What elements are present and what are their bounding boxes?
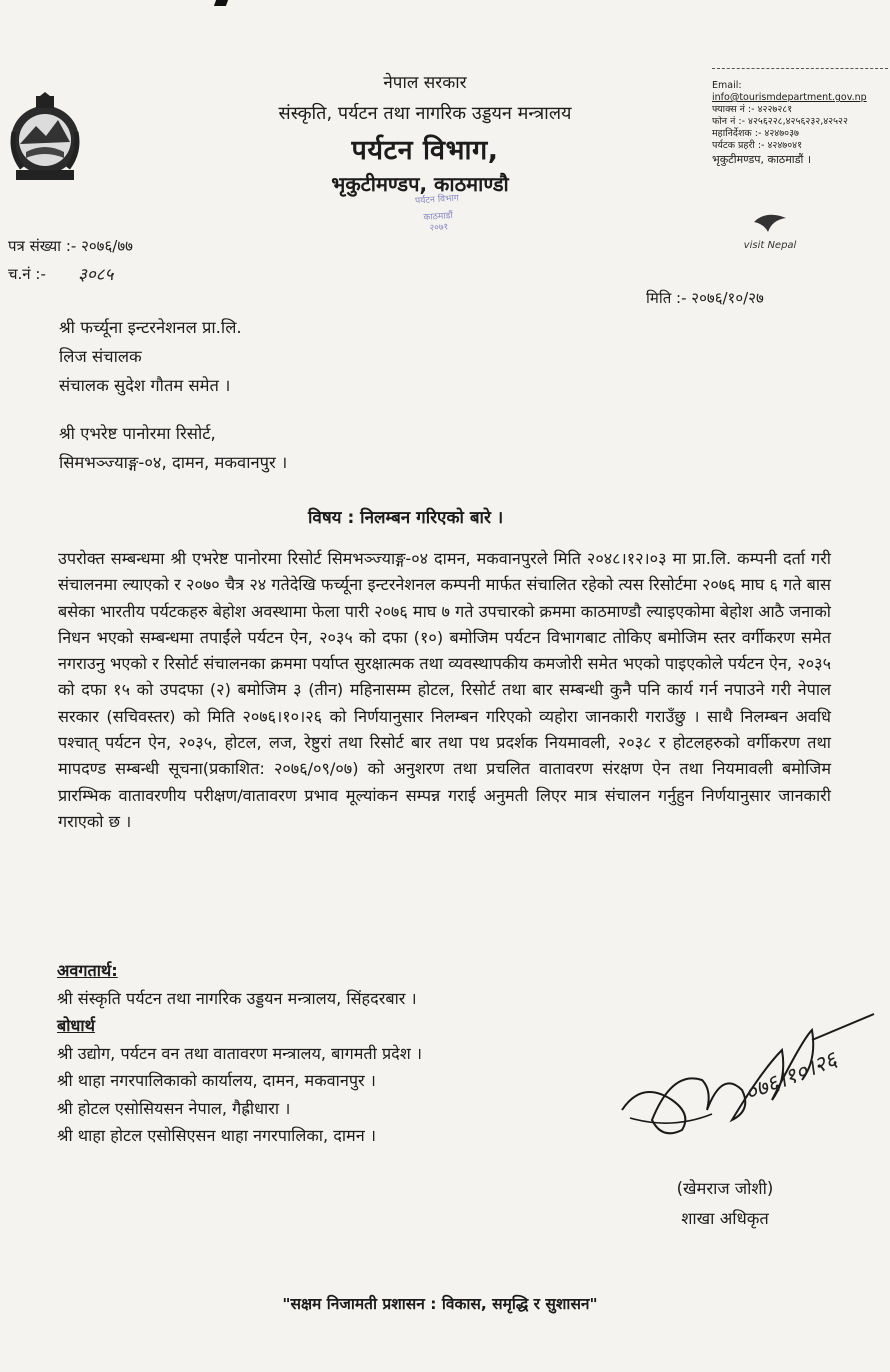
recipient-2-line2: सिमभञ्ज्याङ्ग-०४, दामन, मकवानपुर । (59, 453, 288, 472)
info-title: अवगतार्थ: (57, 961, 118, 980)
reference-number: पत्र संख्या :- २०७६/७७ (8, 237, 133, 255)
phone-line: फोन नं :- ४२५६२२८,४२५६२३२,४२५२२ (712, 116, 848, 127)
stamp-line1: पर्यटन विभाग (414, 193, 460, 207)
tourist-police-line: पर्यटक प्रहरी :- ४२४७०४१ (712, 140, 803, 151)
subject-line: विषय : निलम्बन गरिएको बारे । (308, 508, 504, 528)
signatory-block (640, 1174, 810, 1234)
signatory-title: शाखा अधिकृत (681, 1209, 769, 1228)
visit-nepal-bird-icon (750, 208, 790, 236)
top-edge-mark (214, 0, 228, 6)
distribution-block (57, 957, 422, 1150)
director-line: महानिर्देशक :- ४२४७०३७ (712, 128, 799, 139)
action-item: श्री थाहा होटल एसोसिएसन थाहा नगरपालिका, दामन । (57, 1126, 376, 1145)
action-title: बोधार्थ (57, 1016, 95, 1035)
contact-block (712, 68, 888, 167)
stamp-line3: २०७१ (429, 222, 449, 234)
email-address: info@tourismdepartment.gov.np (712, 92, 867, 103)
header-address: भृकुटीमण्डप, काठमाण्डौ (331, 172, 509, 196)
email-label: Email: (712, 80, 742, 91)
recipient-2-line1: श्री एभरेष्ट पानोरमा रिसोर्ट, (59, 424, 216, 443)
department-stamp (407, 193, 470, 236)
header-government: नेपाल सरकार (383, 73, 467, 93)
recipient-1-line3: संचालक सुदेश गौतम समेत । (59, 376, 231, 395)
visit-nepal-text: visit Nepal (743, 240, 797, 251)
recipient-1-line2: लिज संचालक (59, 347, 142, 366)
header-department: पर्यटन विभाग, (351, 135, 499, 166)
action-item: श्री उद्योग, पर्यटन वन तथा वातावरण मन्त्रालय, बागमती प्रदेश । (57, 1043, 423, 1063)
contact-address: भृकुटीमण्डप, काठमाडौं । (712, 153, 812, 166)
recipient-2 (59, 419, 287, 477)
fax-line: फ्याक्स नं :- ४२२७२८१ (712, 104, 793, 115)
header-ministry: संस्कृति, पर्यटन तथा नागरिक उड्डयन मन्त्रालय (278, 103, 572, 124)
visit-nepal-logo (735, 208, 805, 268)
chalani-label: च.नं :- (8, 265, 46, 283)
contact-top-rule (712, 68, 888, 72)
action-item: श्री होटल एसोसियसन नेपाल, गैह्रीधारा । (57, 1098, 291, 1118)
recipient-1 (59, 313, 242, 400)
letter-date: मिति :- २०७६/१०/२७ (646, 289, 764, 307)
recipient-1-line1: श्री फर्च्यूना इन्टरनेशनल प्रा.लि. (59, 318, 242, 337)
body-paragraph: उपरोक्त सम्बन्धमा श्री एभरेष्ट पानोरमा रिसोर्ट सिमभञ्ज्याङ्ग-०४ दामन, मकवानपुरले मिति २०४८।१२।०३ मा प्रा.लि. कम्पनी दर्ता गरी संचालनमा ल्याएको र २०७० चैत्र २४ गतेदेखि फर्च्यूना इन्टरनेशनल कम्पनी मार्फत संचालित रहेको त्यस रिसोर्टमा २०७६ माघ ६ गते बास बसेका भारतीय पर्यटकहरु बेहोश अवस्थामा फेला पारी २०७६ माघ ७ गते उपचारको क्रममा काठमाण्डौ ल्याइएकोमा बेहोश आठै जनाको निधन भएको सम्बन्धमा तपाईंले पर्यटन ऐन, २०३५ को दफा (१०) बमोजिम पर्यटन विभागबाट तोकिए बमोजिम स्तर वर्गीकरण समेत नगराउनु भएको र रिसोर्ट संचालनका क्रममा पर्याप्त सुरक्षात्मक तथा व्यवस्थापकीय कमजोरी समेत भएको पाइएकोले पर्यटन ऐन, २०३५ को दफा १५ को उपदफा (२) बमोजिम ३ (तीन) महिनासम्म होटल, रिसोर्ट तथा बार सम्बन्धी कुनै पनि कार्य गर्न नपाउने गरी नेपाल सरकार (सचिवस्तर) को मिति २०७६।१०।२६ को निर्णयानुसार निलम्बन गरिएको व्यहोरा जानकारी गराउँछु । साथै निलम्बन अवधि पश्चात् पर्यटन ऐन, २०३५, होटल, लज, रेष्टुरां तथा रिसोर्ट बार तथा पथ प्रदर्शक नियमावली, २०३८ र होटलहरुको वर्गीकरण तथा मापदण्ड सम्बन्धी सूचना(प्रकाशित: २०७६/०९/०७) को अनुशरण तथा प्रचलित वातावरण संरक्षण ऐन तथा नियमावली बमोजिम प्रारम्भिक वातावरणीय परीक्षण/वातावरण प्रभाव मूल्यांकन सम्पन्न गराई अनुमती लिएर मात्र संचालन गर्नुहुन निर्णयानुसार जानकारी गराएको छ । (58, 549, 831, 831)
signature-date: ०७६।१०।२६ (741, 1047, 841, 1107)
info-item: श्री संस्कृति पर्यटन तथा नागरिक उड्डयन मन्त्रालय, सिंहदरबार । (57, 988, 417, 1008)
footer-motto: "सक्षम निजामती प्रशासन : विकास, समृद्धि र सुशासन" (282, 1295, 598, 1313)
action-item: श्री थाहा नगरपालिकाको कार्यालय, दामन, मकवानपुर । (57, 1071, 376, 1090)
chalani-number: ३०८५ (78, 265, 114, 285)
nepal-emblem-icon (6, 92, 84, 184)
signatory-name: (खेमराज जोशी) (676, 1179, 774, 1198)
stamp-line2: काठमाडौं (423, 210, 454, 224)
